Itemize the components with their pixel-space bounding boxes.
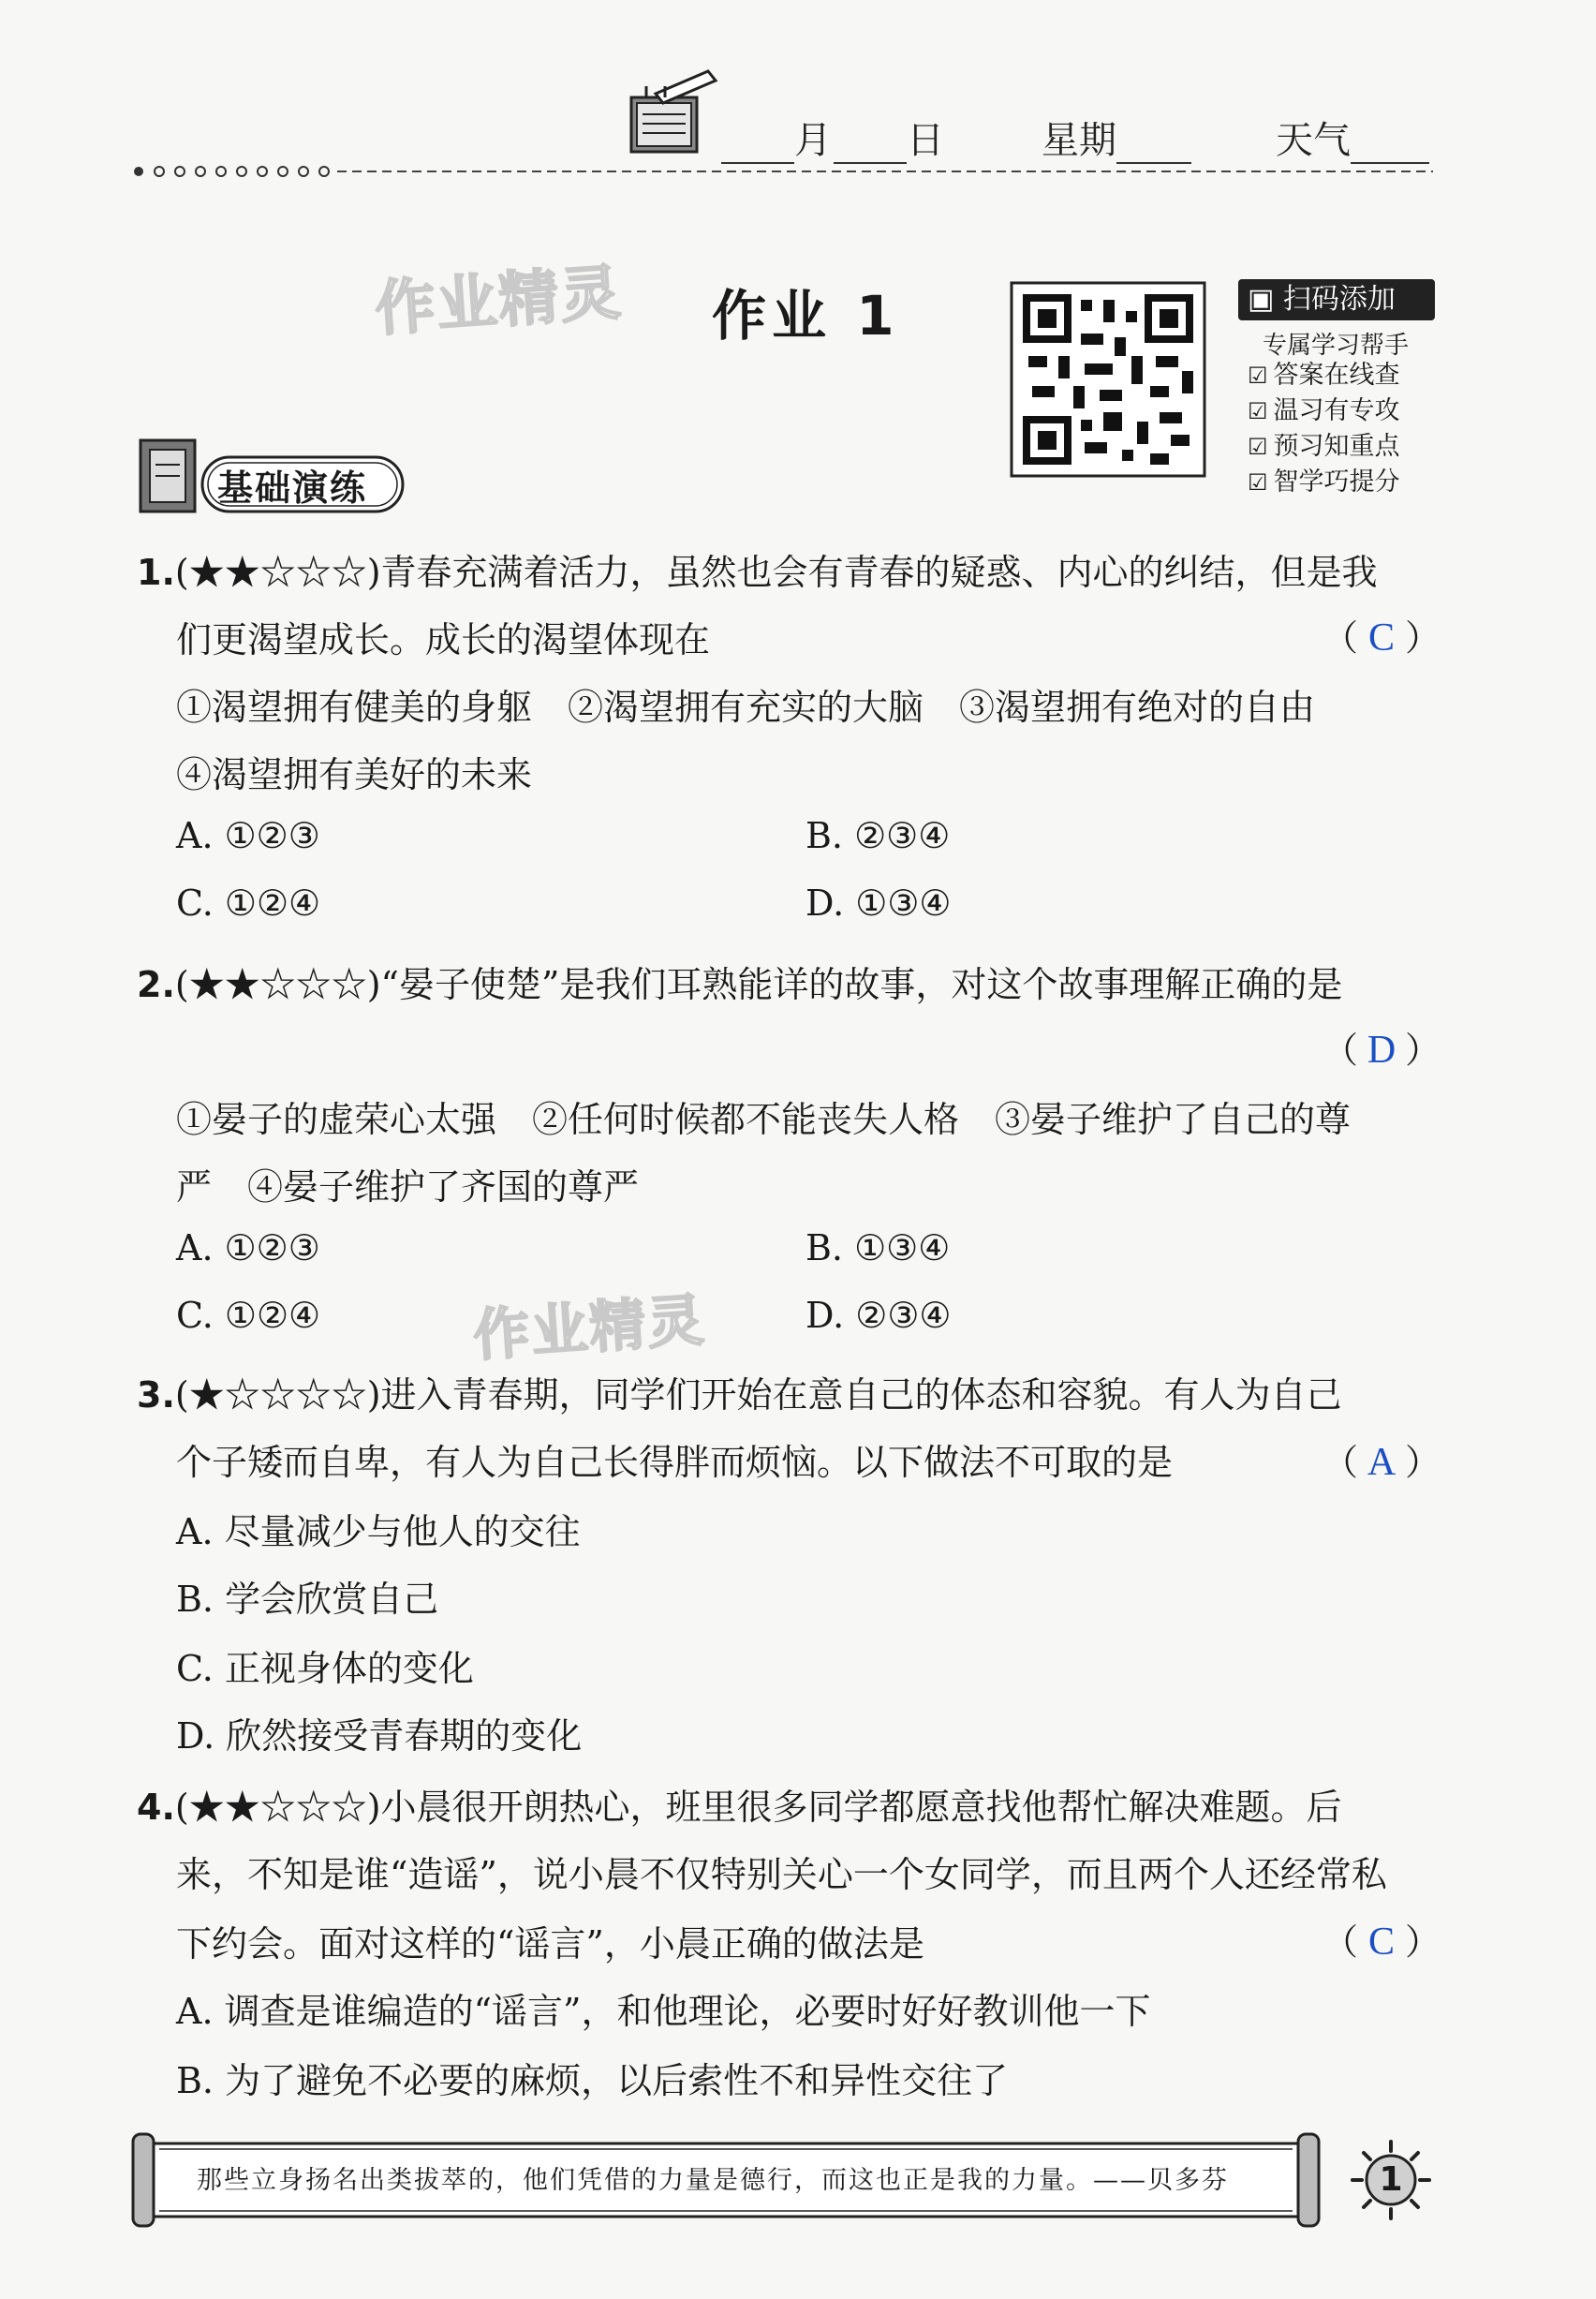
- option-a: A. ①②③: [176, 1227, 320, 1268]
- answer-mark: D: [1367, 1029, 1396, 1072]
- question-1-line-2: 们更渴望成长。成长的渴望体现在: [176, 619, 711, 660]
- answer-bracket-1: （ C ）: [1323, 616, 1441, 660]
- promo-subtitle: 专属学习帮手: [1263, 332, 1410, 360]
- statement-line: ①晏子的虚荣心太强 ②任何时候都不能丧失人格 ③晏子维护了自己的尊: [176, 1099, 1352, 1140]
- question-4-line-2: 来，不知是谁“造谣”，说小晨不仅特别关心一个女同学，而且两个人还经常私: [176, 1854, 1387, 1895]
- page-number: 1: [1379, 2160, 1403, 2199]
- answer-bracket-4: （ C ）: [1323, 1921, 1441, 1964]
- question-text: (★★☆☆☆)青春充满着活力，虽然也会有青春的疑惑、内心的纠结，但是我: [174, 552, 1378, 593]
- header-divider: [131, 165, 1433, 178]
- option-c: C. ①②④: [176, 883, 321, 924]
- checkbox-icon: ☑: [1248, 469, 1268, 496]
- scan-badge-label: 扫码添加: [1282, 283, 1396, 316]
- date-day-field[interactable]: [834, 111, 944, 164]
- option-b: B. 为了避免不必要的麻烦，以后索性不和异性交往了: [176, 2060, 1009, 2101]
- question-text: (★★☆☆☆)“晏子使楚”是我们耳熟能详的故事，对这个故事理解正确的是: [174, 964, 1343, 1005]
- option-c: C. 正视身体的变化: [176, 1648, 474, 1689]
- statement-line: ④渴望拥有美好的未来: [176, 754, 533, 795]
- answer-bracket-2: （ D ）: [1323, 1029, 1441, 1072]
- question-4-line-1: [137, 1778, 1342, 1830]
- promo-list: [1248, 358, 1400, 500]
- option-b: B. 学会欣赏自己: [176, 1579, 439, 1620]
- question-number: 1.: [137, 552, 175, 593]
- footer-quote: 那些立身扬名出类拔萃的，他们凭借的力量是德行，而这也正是我的力量。——贝多芬: [197, 2166, 1229, 2195]
- promo-item: ☑ 智学巧提分: [1248, 467, 1400, 497]
- answer-bracket-3: （ A ）: [1323, 1441, 1441, 1484]
- question-number: 4.: [137, 1787, 175, 1828]
- option-a: A. 尽量减少与他人的交往: [176, 1511, 581, 1552]
- date-month-field[interactable]: [721, 111, 832, 164]
- question-3-line-2: 个子矮而自卑，有人为自己长得胖而烦恼。以下做法不可取的是: [176, 1442, 1174, 1483]
- question-1-line-1: [137, 543, 1378, 595]
- option-a: A. ①②③: [176, 815, 320, 856]
- option-c: C. ①②④: [176, 1295, 321, 1336]
- watermark-top: 作业精灵: [373, 258, 625, 346]
- section-label: 基础演练: [217, 467, 368, 509]
- weekday-label: 星期: [1042, 119, 1116, 162]
- weekday-field[interactable]: [1042, 111, 1191, 164]
- checkbox-icon: ☑: [1248, 398, 1268, 424]
- month-label: 月: [794, 119, 832, 162]
- weather-label: 天气: [1276, 119, 1351, 162]
- answer-mark: C: [1368, 1921, 1396, 1964]
- scan-add-badge[interactable]: [1238, 279, 1435, 320]
- checkbox-icon: ☑: [1248, 434, 1268, 460]
- weather-field[interactable]: [1276, 111, 1429, 164]
- statement-line: 严 ④晏子维护了齐国的尊严: [176, 1166, 640, 1208]
- watermark-middle: 作业精灵: [471, 1287, 708, 1370]
- answer-mark: A: [1367, 1441, 1396, 1484]
- option-b: B. ①③④: [805, 1227, 951, 1268]
- notebook-pencil-icon: [618, 66, 721, 159]
- option-d: D. ①③④: [805, 883, 952, 924]
- option-d: D. 欣然接受青春期的变化: [176, 1715, 583, 1757]
- question-2-line-1: [137, 956, 1342, 1007]
- question-number: 2.: [137, 964, 175, 1005]
- checkbox-icon: ☑: [1248, 363, 1268, 389]
- page-title: 作业 1: [712, 284, 900, 348]
- qr-code-icon[interactable]: [1010, 281, 1206, 478]
- question-number: 3.: [137, 1374, 175, 1416]
- question-text: (★★☆☆☆)小晨很开朗热心，班里很多同学都愿意找他帮忙解决难题。后: [174, 1787, 1342, 1828]
- option-a: A. 调查是谁编造的“谣言”，和他理论，必要时好好教训他一下: [176, 1991, 1151, 2032]
- question-4-line-3: 下约会。面对这样的“谣言”，小晨正确的做法是: [176, 1923, 924, 1965]
- question-3-line-1: [137, 1366, 1342, 1417]
- scan-icon: ▣: [1248, 283, 1283, 316]
- answer-mark: C: [1368, 616, 1396, 660]
- statement-line: ①渴望拥有健美的身躯 ②渴望拥有充实的大脑 ③渴望拥有绝对的自由: [176, 687, 1316, 728]
- option-b: B. ②③④: [805, 815, 951, 856]
- day-label: 日: [907, 119, 944, 162]
- promo-item: ☑ 预习知重点: [1248, 432, 1400, 461]
- promo-item: ☑ 答案在线查: [1248, 361, 1400, 390]
- option-d: D. ②③④: [805, 1295, 952, 1336]
- promo-item: ☑ 温习有专攻: [1248, 396, 1400, 425]
- question-text: (★☆☆☆☆)进入青春期，同学们开始在意自己的体态和容貌。有人为自己: [174, 1374, 1342, 1416]
